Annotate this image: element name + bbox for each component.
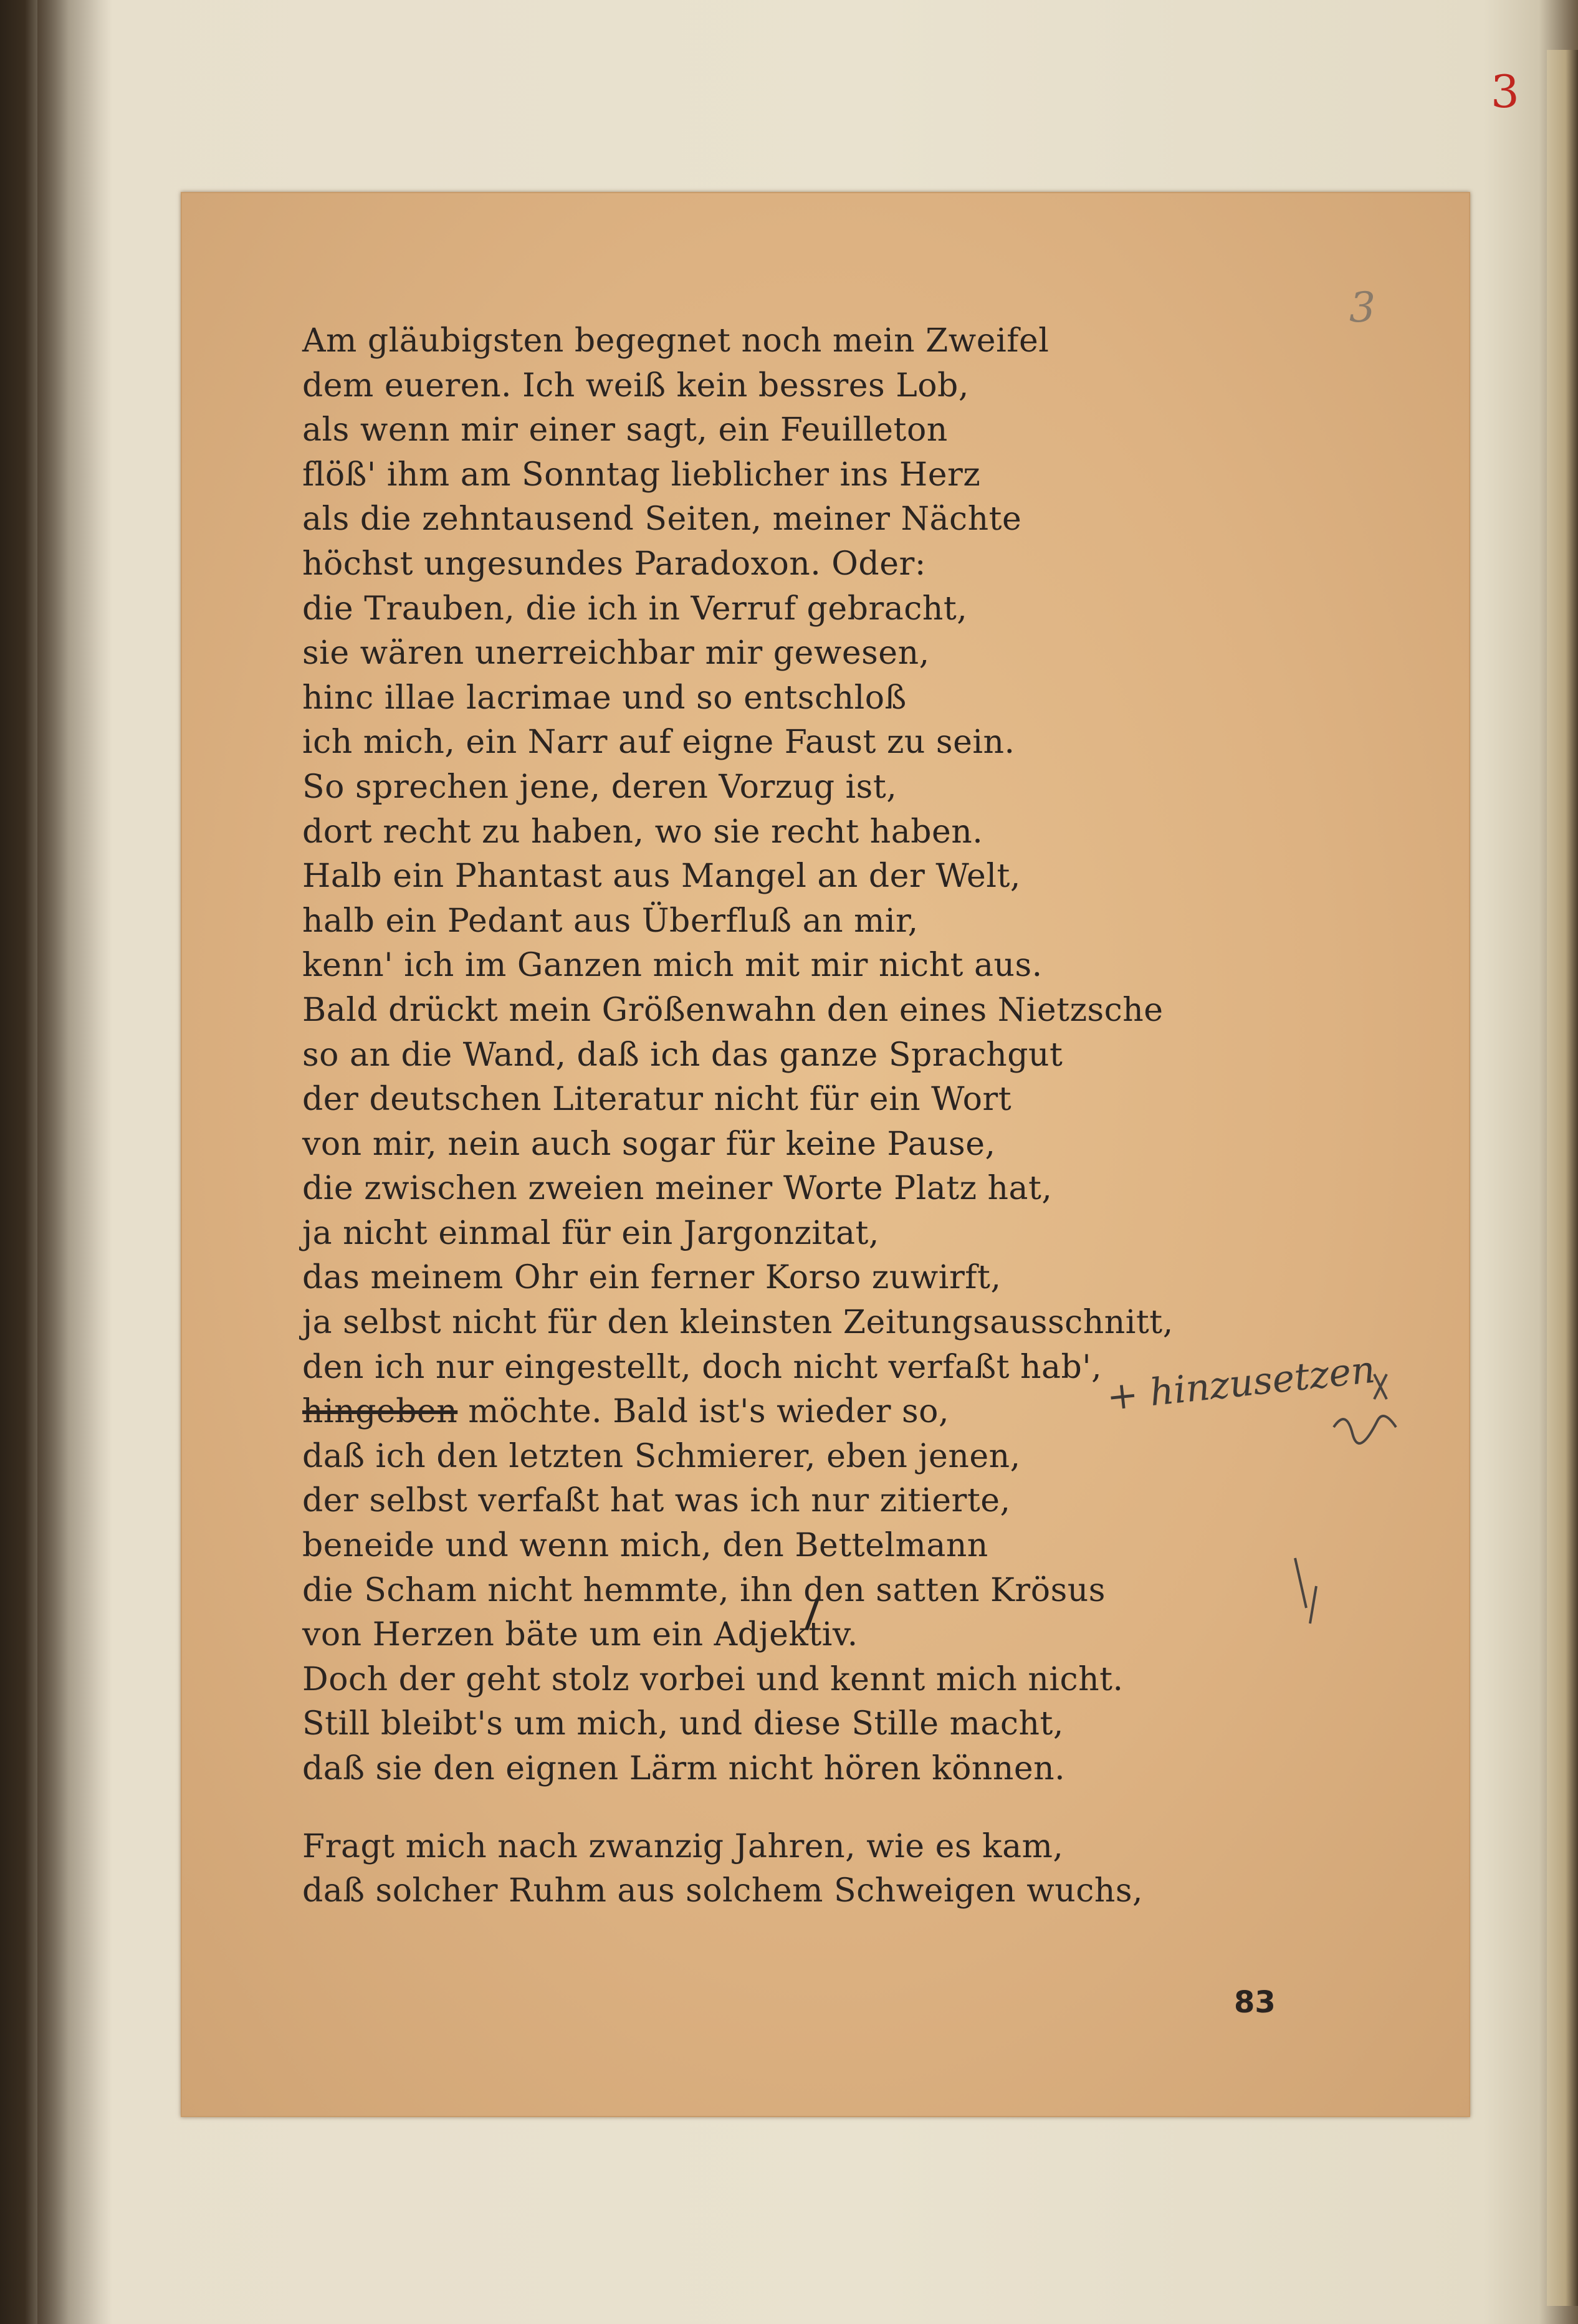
poem-line: von mir, nein auch sogar für keine Pause, (302, 1125, 996, 1163)
poem-line: dort recht zu haben, wo sie recht haben. (302, 813, 983, 851)
poem-line: höchst ungesundes Paradoxon. Oder: (302, 545, 926, 583)
struck-word: hingeben (302, 1393, 458, 1431)
poem-line: hinc illae lacrimae und so entschloß (302, 679, 907, 717)
poem-line: daß solcher Ruhm aus solchem Schweigen wuchs, (302, 1872, 1144, 1910)
poem-line: so an die Wand, daß ich das ganze Sprachgut (302, 1036, 1063, 1074)
poem-line: die Trauben, die ich in Verruf gebracht, (302, 590, 968, 628)
poem-line: daß ich den letzten Schmierer, eben jenen, (302, 1437, 1021, 1475)
poem-line: das meinem Ohr ein ferner Korso zuwirft, (302, 1259, 1002, 1297)
poem-line: den ich nur eingestellt, doch nicht verfaßt hab', (302, 1348, 1102, 1386)
poem-line: als die zehntausend Seiten, meiner Nächte (302, 500, 1022, 538)
poem-line: beneide und wenn mich, den Bettelmann (302, 1527, 988, 1565)
pencil-insertion-slash (806, 1599, 818, 1630)
poem-line: daß sie den eignen Lärm nicht hören können. (302, 1750, 1066, 1787)
pencil-slash-mark (1295, 1558, 1316, 1623)
poem-line: Fragt mich nach zwanzig Jahren, wie es kam, (302, 1827, 1064, 1865)
poem-line: ja selbst nicht für den kleinsten Zeitungsausschnitt, (302, 1304, 1174, 1342)
pencil-folio-mark: 3 (1349, 284, 1375, 332)
poem-line: flöß' ihm am Sonntag lieblicher ins Herz (302, 456, 981, 494)
handwritten-insertion: + hinzusetzen (1104, 1347, 1377, 1420)
poem-line: die Scham nicht hemmte, ihn den satten Krösus (302, 1571, 1106, 1609)
poem-line: Bald drückt mein Größenwahn den eines Nietzsche (302, 991, 1164, 1029)
poem-line: So sprechen jene, deren Vorzug ist, (302, 768, 897, 806)
poem-line: der deutschen Literatur nicht für ein Wort (302, 1081, 1012, 1119)
poem-line: Am gläubigsten begegnet noch mein Zweifel (302, 322, 1050, 360)
poem-line: Still bleibt's um mich, und diese Stille macht, (302, 1705, 1064, 1743)
poem-line: die zwischen zweien meiner Worte Platz hat, (302, 1170, 1053, 1208)
pencil-scribble-mark (1334, 1416, 1396, 1443)
poem-line: ich mich, ein Narr auf eigne Faust zu sein. (302, 724, 1015, 762)
pencil-cross-mark (1374, 1374, 1387, 1399)
poem-line: sie wären unerreichbar mir gewesen, (302, 634, 930, 672)
poem-line: Doch der geht stolz vorbei und kennt mich nicht. (302, 1660, 1124, 1698)
poem-line: kenn' ich im Ganzen mich mit mir nicht aus. (302, 947, 1043, 985)
poem-line: als wenn mir einer sagt, ein Feuilleton (302, 411, 948, 449)
poem-line: ja nicht einmal für ein Jargonzitat, (302, 1214, 879, 1252)
poem-line: der selbst verfaßt hat was ich nur zitierte, (302, 1482, 1011, 1520)
poem-line: dem eueren. Ich weiß kein bessres Lob, (302, 366, 969, 404)
page-number: 83 (1234, 1985, 1276, 2020)
poem-line: Halb ein Phantast aus Mangel an der Welt, (302, 858, 1021, 896)
poem-line-rest: möchte. Bald ist's wieder so, (457, 1393, 949, 1431)
poem-line: von Herzen bäte um ein Adjektiv. (302, 1616, 858, 1654)
poem-line: halb ein Pedant aus Überfluß an mir, (302, 902, 919, 940)
red-folio-mark: 3 (1491, 65, 1519, 118)
